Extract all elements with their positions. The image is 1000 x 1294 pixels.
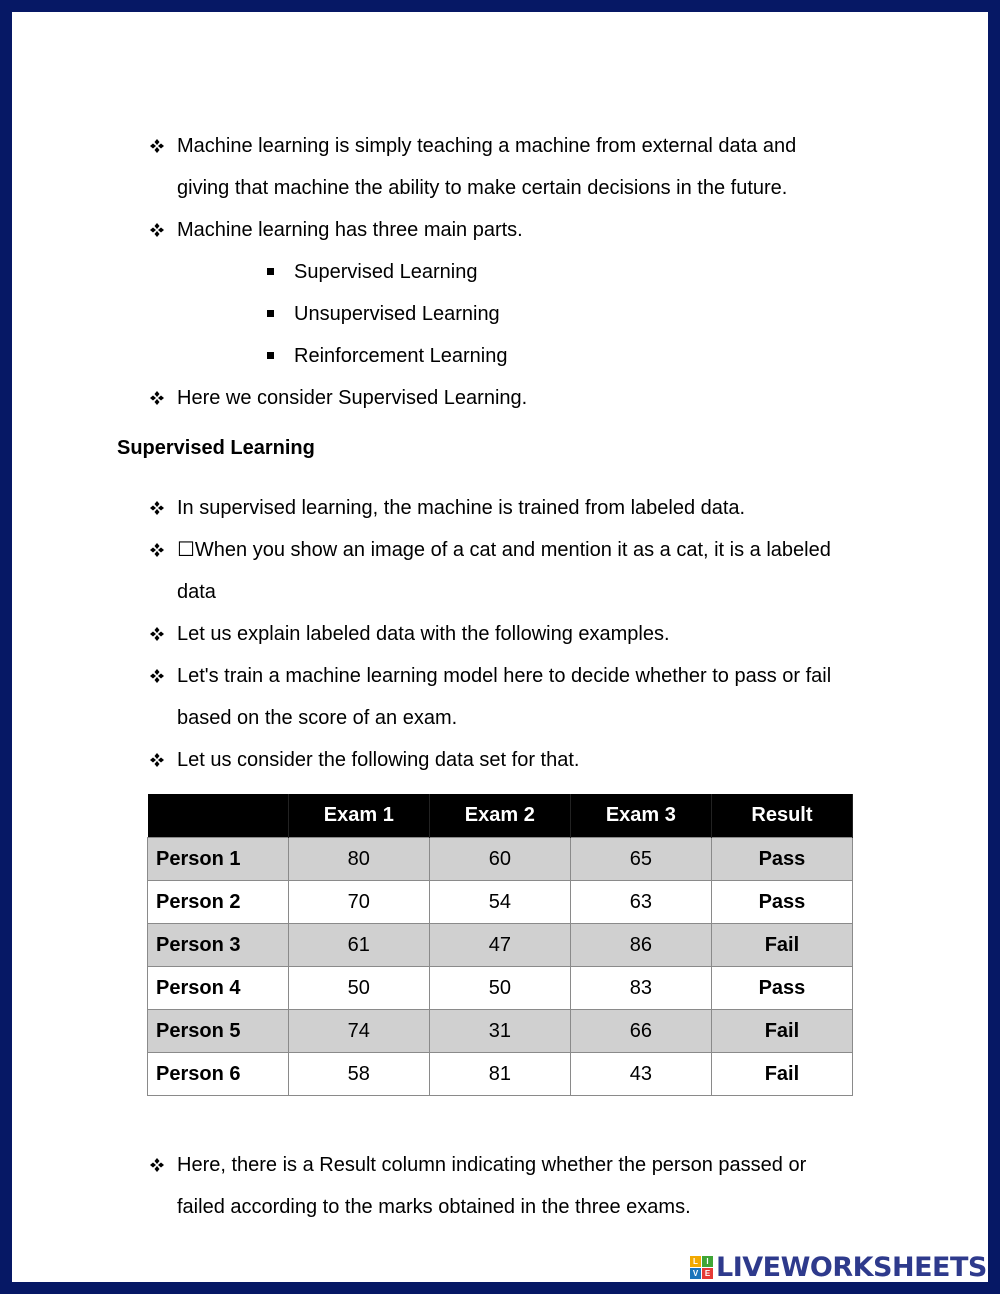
bullet-text-continued: based on the score of an exam. [177,707,458,729]
diamond-bullet-icon [150,543,170,563]
diamond-bullet-icon [150,139,170,159]
table-row [148,1010,853,1053]
exam-results-table [147,794,853,1096]
header-cell: Exam 2 [429,794,570,838]
score-cell: 54 [429,881,570,924]
score-cell: 70 [288,881,429,924]
bullet-text-continued: data [177,581,216,603]
result-cell: Pass [711,838,852,881]
sub-item: Unsupervised Learning [294,303,500,325]
score-cell: 86 [570,924,711,967]
person-cell: Person 3 [148,924,289,967]
diamond-bullet-icon [150,669,170,689]
sub-item: Reinforcement Learning [294,345,508,367]
result-cell: Pass [711,881,852,924]
score-cell: 66 [570,1010,711,1053]
score-cell: 60 [429,838,570,881]
score-cell: 47 [429,924,570,967]
bullet-text: Machine learning has three main parts. [177,219,523,241]
bullet-text: Here we consider Supervised Learning. [177,387,528,409]
result-cell: Fail [711,1010,852,1053]
logo-tile: V [690,1268,701,1279]
score-cell: 65 [570,838,711,881]
bullet-text-continued: giving that machine the ability to make certain decisions in the future. [177,177,788,199]
diamond-bullet-icon [150,391,170,411]
diamond-bullet-icon [150,501,170,521]
score-cell: 80 [288,838,429,881]
diamond-bullet-icon [150,753,170,773]
section-heading: Supervised Learning [117,437,315,459]
logo-tile: E [702,1268,713,1279]
table-row [148,838,853,881]
person-cell: Person 5 [148,1010,289,1053]
diamond-bullet-icon [150,1158,170,1178]
square-bullet-icon [267,310,274,317]
table-row [148,881,853,924]
logo-tile: L [690,1256,701,1267]
result-cell: Pass [711,967,852,1010]
score-cell: 50 [429,967,570,1010]
bullet-text: In supervised learning, the machine is trained from labeled data. [177,497,746,519]
bullet-text-continued: failed according to the marks obtained in the three exams. [177,1196,691,1218]
result-cell: Fail [711,924,852,967]
bullet-text: Let us explain labeled data with the following examples. [177,623,670,645]
logo-text: LIVEWORKSHEETS [716,1252,987,1283]
score-cell: 61 [288,924,429,967]
result-cell: Fail [711,1053,852,1096]
score-cell: 83 [570,967,711,1010]
logo-mark-icon [690,1256,713,1279]
logo-tile: I [702,1256,713,1267]
header-cell: Result [711,794,852,838]
liveworksheets-logo[interactable] [690,1252,987,1283]
person-cell: Person 1 [148,838,289,881]
table-row [148,1053,853,1096]
sub-item: Supervised Learning [294,261,478,283]
table-header-row [148,794,853,838]
score-cell: 58 [288,1053,429,1096]
score-cell: 50 [288,967,429,1010]
bullet-text: Let us consider the following data set for that. [177,749,580,771]
header-cell: Exam 1 [288,794,429,838]
score-cell: 43 [570,1053,711,1096]
diamond-bullet-icon [150,627,170,647]
person-cell: Person 2 [148,881,289,924]
table-row [148,924,853,967]
score-cell: 81 [429,1053,570,1096]
table-row [148,967,853,1010]
person-cell: Person 6 [148,1053,289,1096]
score-cell: 63 [570,881,711,924]
diamond-bullet-icon [150,223,170,243]
header-cell [148,794,289,838]
bullet-text: Here, there is a Result column indicating whether the person passed or [177,1154,807,1176]
score-cell: 74 [288,1010,429,1053]
bullet-text: Machine learning is simply teaching a machine from external data and [177,135,797,157]
person-cell: Person 4 [148,967,289,1010]
score-cell: 31 [429,1010,570,1053]
square-bullet-icon [267,268,274,275]
square-bullet-icon [267,352,274,359]
bullet-text: Let's train a machine learning model here to decide whether to pass or fail [177,665,832,687]
bullet-text: ☐When you show an image of a cat and mention it as a cat, it is a labeled [177,539,831,561]
header-cell: Exam 3 [570,794,711,838]
